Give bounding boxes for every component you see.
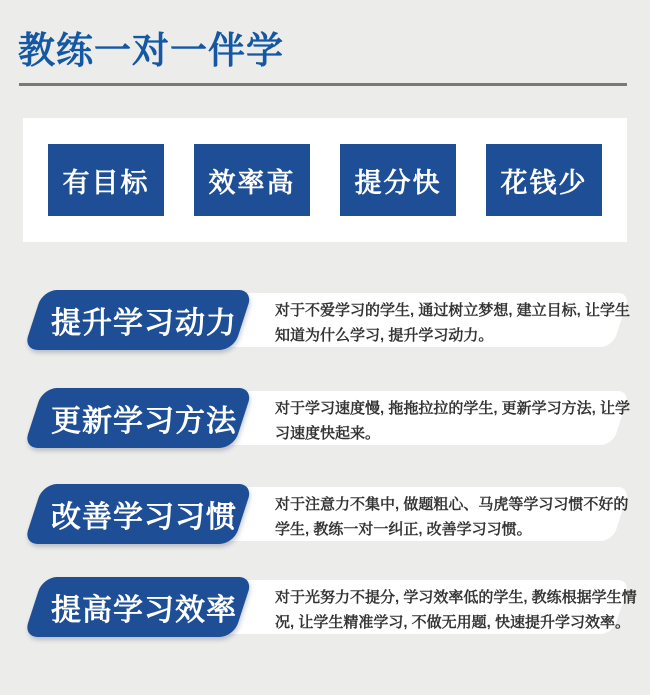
page-title: 教练一对一伴学 (18, 30, 284, 71)
description-line: 对于光努力不提分, 学习效率低的学生, 教练根据学生情 (275, 589, 637, 606)
description-line: 知道为什么学习, 提升学习动力。 (275, 327, 494, 344)
section-improve-habits (43, 484, 630, 544)
section-label-shape (43, 577, 253, 637)
badge-label: 有目标 (62, 167, 150, 198)
section-label-shape (43, 484, 253, 544)
description-line: 对于注意力不集中, 做题粗心、马虎等学习习惯不好的 (275, 496, 629, 513)
title-divider (19, 83, 627, 86)
description-line: 学生, 教练一对一纠正, 改善学习习惯。 (275, 521, 532, 538)
section-label: 更新学习方法 (51, 405, 237, 438)
section-label: 改善学习习惯 (51, 501, 237, 534)
section-description (275, 492, 628, 542)
badge-low-cost (486, 144, 602, 216)
badge-fast-score (340, 144, 456, 216)
section-description (275, 396, 630, 446)
badge-label: 提分快 (354, 167, 442, 198)
badge-label: 花钱少 (500, 167, 588, 198)
badges-card (23, 118, 627, 242)
badge-high-efficiency (194, 144, 310, 216)
description-line: 习速度快起来。 (275, 425, 381, 442)
description-line: 况, 让学生精准学习, 不做无用题, 快速提升学习效率。 (275, 614, 631, 631)
section-description (275, 585, 637, 635)
description-line: 对于学习速度慢, 拖拖拉拉的学生, 更新学习方法, 让学 (275, 400, 631, 417)
section-label-shape (43, 388, 253, 448)
section-label: 提升学习动力 (51, 307, 237, 340)
section-description (275, 298, 630, 348)
section-label: 提高学习效率 (51, 594, 237, 627)
section-update-methods (43, 388, 630, 448)
description-line: 对于不爱学习的学生, 通过树立梦想, 建立目标, 让学生 (275, 302, 631, 319)
section-raise-efficiency (43, 577, 637, 637)
badge-label: 效率高 (208, 167, 296, 198)
section-boost-motivation (43, 290, 630, 350)
section-label-shape (43, 290, 253, 350)
badge-has-goal (48, 144, 164, 216)
